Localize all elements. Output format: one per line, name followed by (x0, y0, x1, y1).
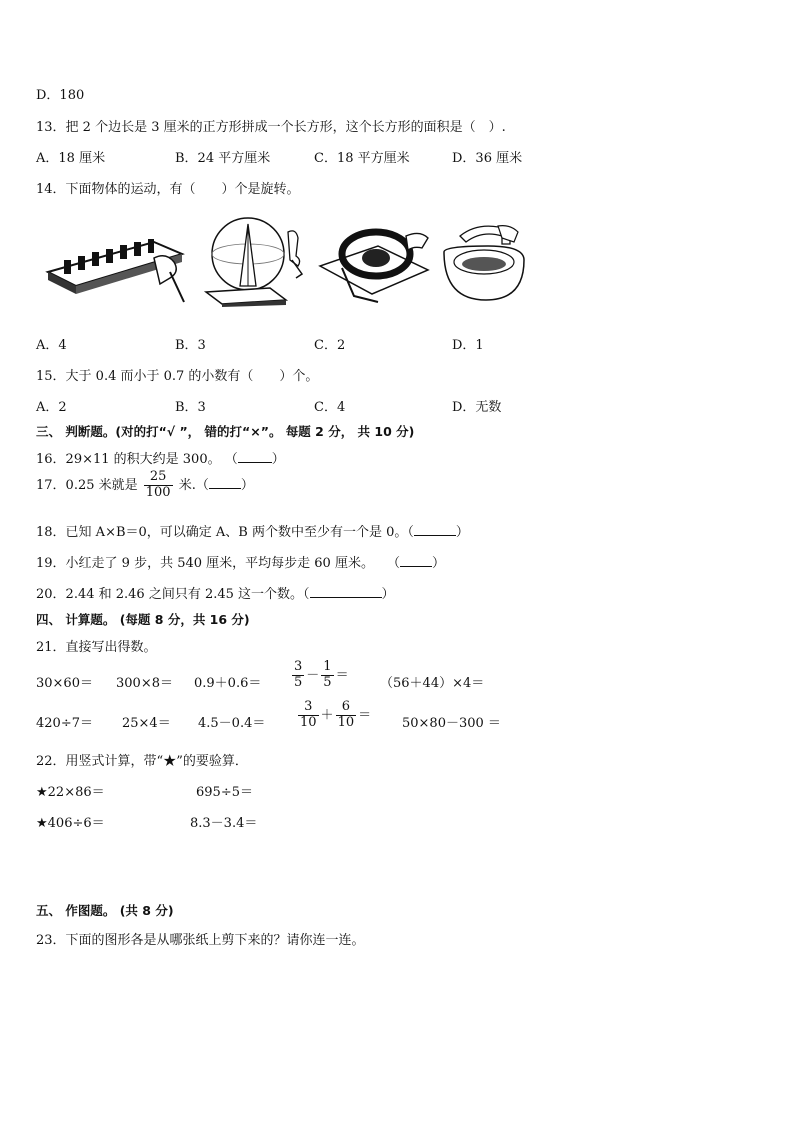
vertical-calc-3: ★406÷6＝ (36, 816, 105, 831)
question-16-text: 16．29×11 的积大约是 300。 （ (36, 452, 238, 467)
fraction-denominator: 5 (323, 674, 332, 690)
question-17-unit: 米.（ (178, 477, 209, 493)
question-19-text: 19．小红走了 9 步，共 540 厘米，平均每步走 60 厘米。 （ (36, 556, 400, 571)
question-22: 22．用竖式计算，带“★”的要验算． (36, 754, 248, 769)
calc-item: 0.9＋0.6＝ (194, 676, 262, 691)
operator: － (306, 667, 320, 683)
answer-blank[interactable] (209, 477, 241, 489)
q14-option-a: A．4 (36, 338, 67, 353)
fraction-numerator: 25 (144, 470, 173, 486)
q15-option-d: D．无数 (452, 400, 502, 415)
fraction-denominator: 10 (300, 714, 317, 730)
q13-option-c: C．18 平方厘米 (314, 151, 410, 166)
question-13: 13．把 2 个边长是 3 厘米的正方形拼成一个长方形，这个长方形的面积是（ ）. (36, 120, 506, 135)
calc-item: 50×80－300 ＝ (402, 716, 501, 731)
calc-item: 25×4＝ (122, 716, 171, 731)
question-17 (36, 470, 254, 501)
option-d-180: D．180 (36, 88, 85, 103)
fraction-25-100 (144, 470, 173, 501)
q13-option-b: B．24 平方厘米 (175, 151, 271, 166)
question-19 (36, 552, 445, 571)
vertical-calc-2: 695÷5＝ (196, 785, 253, 800)
fraction-denominator: 10 (337, 714, 355, 730)
q14-option-b: B．3 (175, 338, 206, 353)
calc-fraction-2 (296, 700, 371, 731)
q14-option-c: C．2 (314, 338, 346, 353)
calc-item: 300×8＝ (116, 676, 173, 691)
close-paren: ） (431, 556, 445, 571)
close-paren: ） (455, 525, 469, 540)
question-21: 21．直接写出得数。 (36, 640, 157, 655)
calc-item: 30×60＝ (36, 676, 93, 691)
question-18 (36, 521, 469, 540)
q13-option-d: D．36 厘米 (452, 151, 523, 166)
fraction-numerator: 6 (336, 700, 357, 716)
question-14: 14．下面物体的运动，有（ ）个是旋转。 (36, 182, 300, 197)
answer-blank[interactable] (414, 524, 456, 536)
question-23: 23．下面的图形各是从哪张纸上剪下来的？请你连一连。 (36, 933, 365, 948)
equals: ＝ (358, 707, 372, 723)
close-paren: ） (271, 452, 285, 467)
fraction-numerator: 1 (323, 659, 332, 674)
q15-option-a: A．2 (36, 400, 67, 415)
equals: ＝ (335, 667, 349, 683)
globe-image (200, 212, 310, 307)
question-17-text: 17．0.25 米就是 (36, 477, 138, 493)
close-paren: ） (240, 477, 254, 493)
fraction-numerator: 3 (298, 700, 319, 716)
vertical-calc-4: 8.3－3.4＝ (190, 816, 258, 831)
question-16 (36, 448, 285, 467)
faucet-image (440, 222, 528, 304)
vertical-calc-1: ★22×86＝ (36, 785, 105, 800)
calc-item: 420÷7＝ (36, 716, 93, 731)
q15-option-b: B．3 (175, 400, 206, 415)
section-3-heading: 三、 判断题。(对的打“√ ”， 错的打“×”。 每题 2 分， 共 10 分) (36, 424, 415, 439)
section-4-heading: 四、 计算题。 (每题 8 分，共 16 分) (36, 612, 250, 627)
q15-option-c: C．4 (314, 400, 346, 415)
fraction-denominator: 100 (145, 484, 171, 500)
question-20 (36, 583, 395, 602)
section-5-heading: 五、 作图题。 (共 8 分) (36, 903, 174, 918)
close-paren: ） (381, 587, 395, 602)
calc-fraction-1 (290, 660, 349, 691)
answer-blank[interactable] (400, 555, 432, 567)
steering-wheel-image (318, 222, 430, 304)
question-20-text: 20．2.44 和 2.46 之间只有 2.45 这一个数。（ (36, 587, 310, 602)
q13-option-a: A．18 厘米 (36, 151, 106, 166)
q14-option-d: D．1 (452, 338, 484, 353)
answer-blank[interactable] (238, 451, 272, 463)
fraction-numerator: 3 (294, 659, 303, 674)
calc-item: 4.5－0.4＝ (198, 716, 266, 731)
operator: ＋ (320, 707, 334, 723)
calc-item: （56＋44）×4＝ (380, 676, 485, 691)
answer-blank[interactable] (310, 586, 382, 598)
fraction-denominator: 5 (294, 674, 303, 690)
question-15: 15．大于 0.4 而小于 0.7 的小数有（ ）个。 (36, 369, 319, 384)
question-18-text: 18．已知 A×B＝0，可以确定 A、B 两个数中至少有一个是 0。（ (36, 525, 414, 540)
abacus-image (44, 222, 186, 304)
